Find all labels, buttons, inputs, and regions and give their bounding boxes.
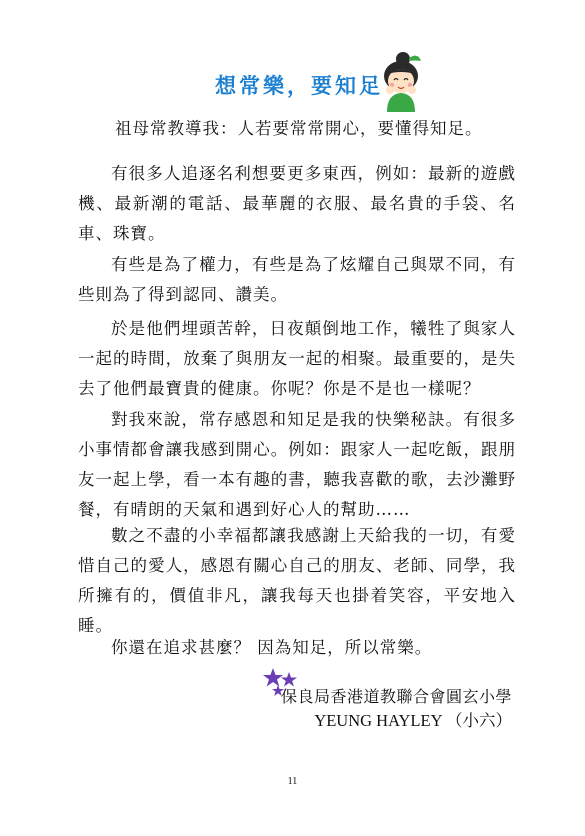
paragraph-5: 對我來說，常存感恩和知足是我的快樂秘訣。有很多小事情都會讓我感到開心。例如：跟家人一起吃飯，跟朋友一起上學，看一本有趣的書，聽我喜歡的歌，去沙灘野餐，有晴朗的天氣和遇到好心人的幫助…… — [78, 410, 516, 519]
page-number: 11 — [287, 776, 298, 787]
paragraph-4: 於是他們埋頭苦幹，日夜顛倒地工作，犧牲了與家人一起的時間，放棄了與朋友一起的相聚。最重要的，是失去了他們最寶貴的健康。你呢？你是不是也一樣呢？ — [78, 319, 516, 398]
paragraph-2: 有很多人追逐名利想要更多東西，例如：最新的遊戲機、最新潮的電話、最華麗的衣服、最名貴的手袋、名車、珠寶。 — [78, 164, 516, 243]
page-title: 想常樂，要知足 — [215, 74, 383, 98]
paragraph-1: 祖母常教導我：人若要常常開心，要懂得知足。 — [115, 119, 483, 138]
school-name: 保良局香港道教聯合會圓玄小學 — [280, 687, 512, 706]
paragraph-3: 有些是為了權力，有些是為了炫耀自己與眾不同，有些則為了得到認同、讚美。 — [78, 255, 516, 304]
paragraph-6: 數之不盡的小幸福都讓我感謝上天給我的一切，有愛惜自己的愛人，感恩有關心自己的朋友、老師、同學，我所擁有的，價值非凡，讓我每天也掛着笑容，平安地入睡。 — [78, 526, 516, 635]
paragraph-7: 你還在追求甚麼？ 因為知足，所以常樂。 — [111, 638, 433, 657]
author-name: YEUNG HAYLEY （小六） — [314, 711, 512, 730]
girl-mascot-icon — [373, 50, 429, 112]
